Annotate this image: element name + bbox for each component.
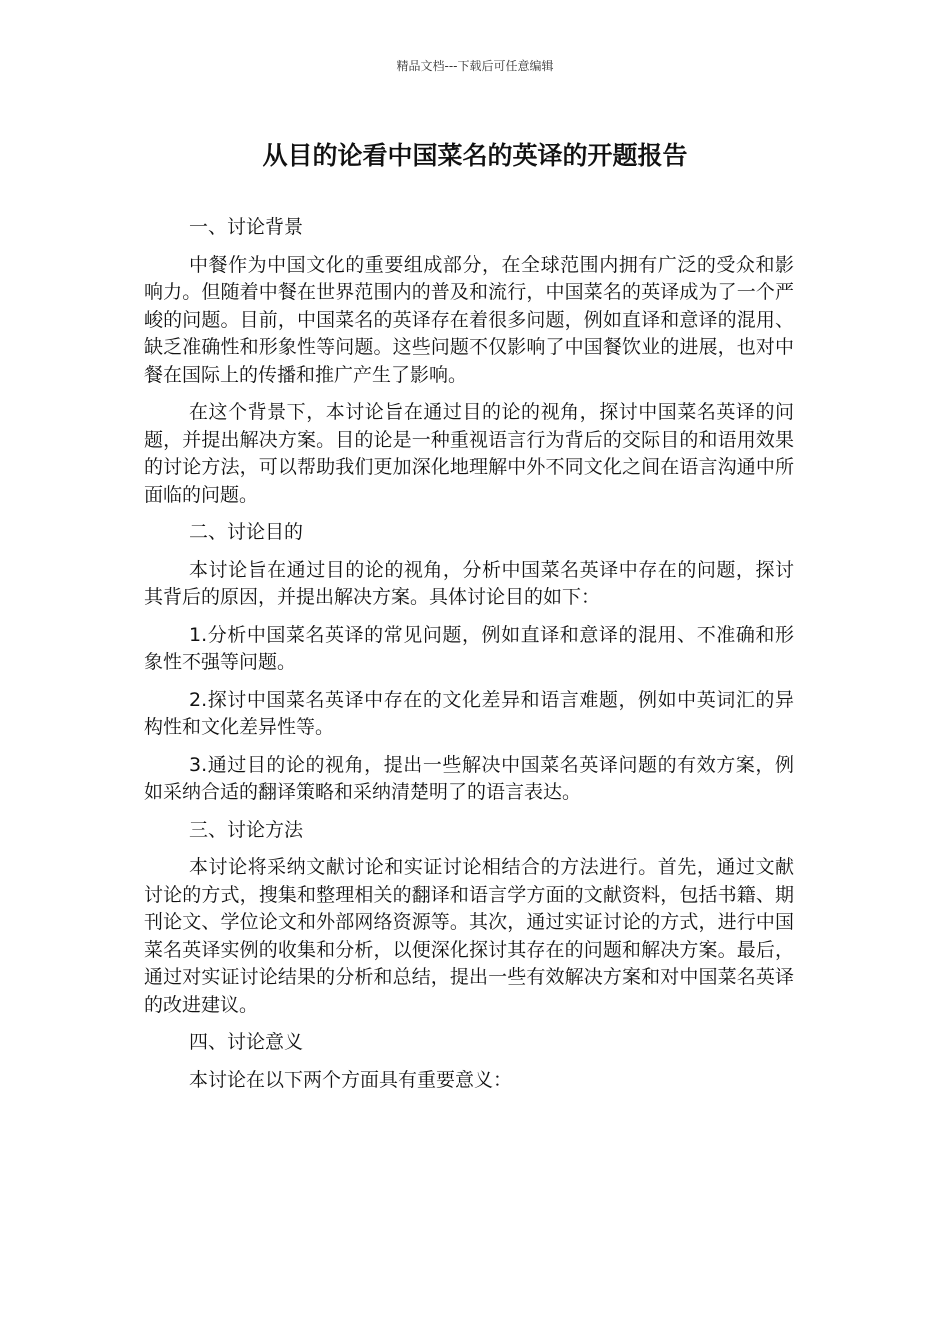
paragraph-purpose-item-1: 1.分析中国菜名英译的常见问题，例如直译和意译的混用、不准确和形象性不强等问题。 [144,623,794,673]
paragraph-background-2: 在这个背景下，本讨论旨在通过目的论的视角，探讨中国菜名英译的问题，并提出解决方案。目的论是一种重视语言行为背后的交际目的和语用效果的讨论方法，可以帮助我们更加深化地理解中外不同文化之间在语言沟通中所面临的问题。 [144,401,794,506]
document-title: 从目的论看中国菜名的英译的开题报告 [262,141,688,170]
section-heading-significance: 四、讨论意义 [189,1031,304,1053]
page-header: 精品文档---下载后可任意编辑 [396,59,554,73]
document-body [144,214,794,1104]
section-heading-method: 三、讨论方法 [189,818,304,841]
section-heading-purpose: 二、讨论目的 [189,521,304,543]
paragraph-purpose-item-3: 3.通过目的论的视角，提出一些解决中国菜名英译问题的有效方案，例如采纳合适的翻译策略和采纳清楚明了的语言表达。 [144,753,794,803]
section-heading-background: 一、讨论背景 [189,216,304,238]
paragraph-background-1: 中餐作为中国文化的重要组成部分，在全球范围内拥有广泛的受众和影响力。但随着中餐在世界范围内的普及和流行，中国菜名的英译成为了一个严峻的问题。目前，中国菜名的英译存在着很多问题，例如直译和意译的混用、缺乏准确性和形象性等问题。这些问题不仅影响了中国餐饮业的进展，也对中餐在国际上的传播和推广产生了影响。 [144,253,794,386]
paragraph-purpose-intro: 本讨论旨在通过目的论的视角，分析中国菜名英译中存在的问题，探讨其背后的原因，并提出解决方案。具体讨论目的如下： [144,558,794,608]
paragraph-purpose-item-2: 2.探讨中国菜名英译中存在的文化差异和语言难题，例如中英词汇的异构性和文化差异性等。 [144,688,794,738]
paragraph-method: 本讨论将采纳文献讨论和实证讨论相结合的方法进行。首先，通过文献讨论的方式，搜集和整理相关的翻译和语言学方面的文献资料，包括书籍、期刊论文、学位论文和外部网络资源等。其次，通过实证讨论的方式，进行中国菜名英译实例的收集和分析，以便深化探讨其存在的问题和解决方案。最后，通过对实证讨论结果的分析和总结，提出一些有效解决方案和对中国菜名英译的改进建议。 [144,856,794,1016]
paragraph-significance-intro: 本讨论在以下两个方面具有重要意义： [189,1068,513,1091]
